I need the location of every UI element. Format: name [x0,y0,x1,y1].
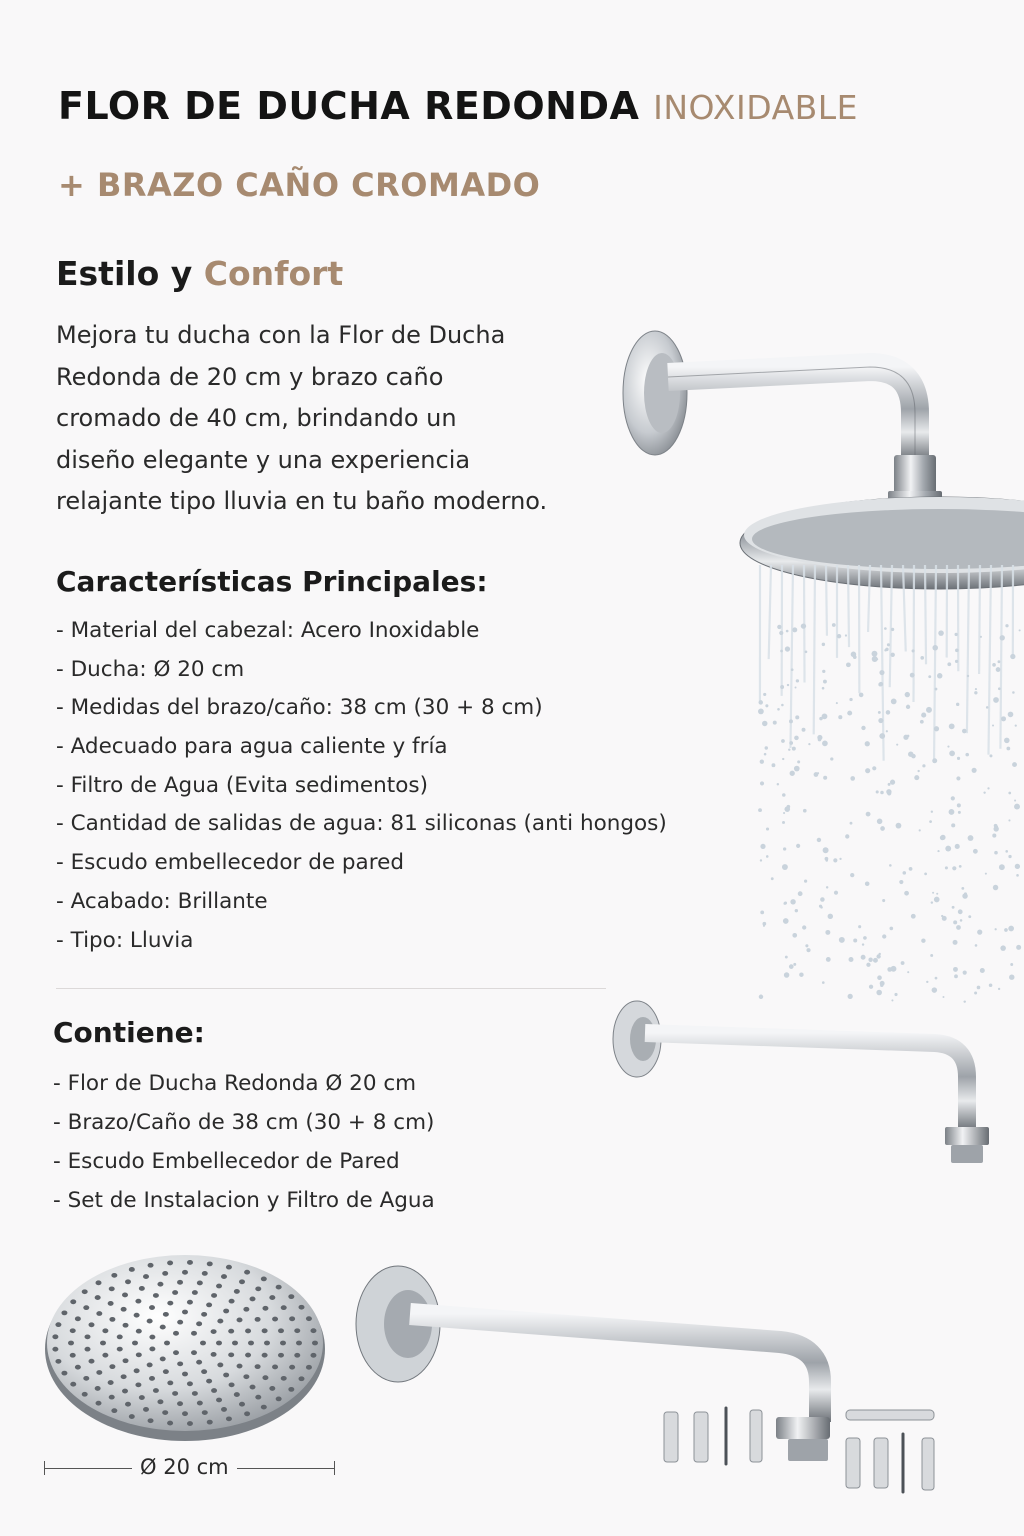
contains-heading: Contiene: [53,1016,205,1049]
style-heading-text: Estilo y [56,254,193,293]
list-item: - Material del cabezal: Acero Inoxidable [56,618,480,643]
list-item: - Filtro de Agua (Evita sedimentos) [56,772,428,798]
dimension-tick [44,1461,45,1475]
intro-line: cromado de 40 cm, brindando un [56,404,457,432]
list-item: - Escudo embellecedor de pared [56,850,404,876]
contains-list [53,1064,435,1220]
title-text: FLOR DE DUCHA REDONDA [58,84,640,128]
intro-line: Redonda de 20 cm y brazo caño [56,362,444,391]
list-item: - Acabado: Brillante [56,888,268,914]
installation-kit-illustration [660,1400,950,1500]
intro-line: relajante tipo lluvia en tu baño moderno. [56,487,548,515]
style-heading [56,254,343,293]
dimension-tick [334,1461,335,1475]
section-divider [56,988,606,989]
style-heading-accent: Confort [203,254,344,293]
list-item: - Brazo/Caño de 38 cm (30 + 8 cm) [53,1110,435,1135]
list-item: - Flor de Ducha Redonda Ø 20 cm [53,1071,417,1096]
page-title [58,84,858,128]
intro-line: diseño elegante y una experiencia [56,445,471,474]
shower-head-illustration [610,325,1024,1015]
list-item: - Tipo: Lluvia [56,927,194,953]
title-accent: INOXIDABLE [653,88,859,127]
list-item: - Medidas del brazo/caño: 38 cm (30 + 8 cm) [56,695,543,721]
list-item: - Escudo Embellecedor de Pared [53,1149,400,1174]
intro-paragraph [56,315,626,523]
list-item: - Ducha: Ø 20 cm [56,656,245,682]
features-heading: Características Principales: [56,565,488,598]
dimension-label: Ø 20 cm [132,1455,237,1479]
list-item: - Adecuado para agua caliente y fría [56,734,448,760]
shower-arm-illustration [605,995,995,1170]
page-subtitle: + BRAZO CAÑO CROMADO [58,166,541,204]
shower-plate-illustration [40,1245,330,1445]
list-item: - Set de Instalacion y Filtro de Agua [53,1188,435,1213]
list-item: - Cantidad de salidas de agua: 81 siliconas (anti hongos) [56,811,667,837]
features-list [56,612,667,960]
intro-line: Mejora tu ducha con la Flor de Ducha [56,321,506,349]
